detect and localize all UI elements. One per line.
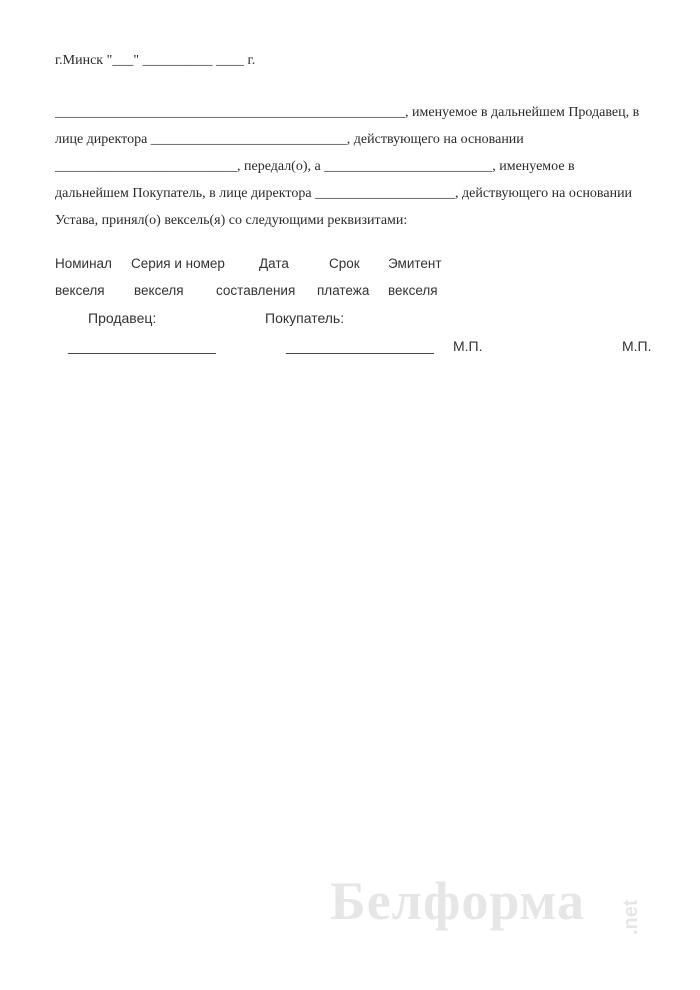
- header-term-top: Срок: [329, 256, 360, 271]
- header-issuer-bottom: векселя: [388, 283, 438, 298]
- stamp-label-left: М.П.: [453, 338, 483, 354]
- contract-text-line-3: __________________________, передал(о), а ________________________, именуемое в: [55, 159, 575, 174]
- buyer-label: Покупатель:: [265, 310, 345, 326]
- seller-label: Продавец:: [88, 310, 157, 326]
- contract-text-line-4: дальнейшем Покупатель, в лице директора ____________________, действующего на основании: [55, 186, 633, 201]
- watermark-logo: Белформа: [330, 871, 585, 931]
- contract-text-line-1: __________________________________________________, именуемое в дальнейшем Продавец, в: [55, 105, 640, 120]
- header-series-bottom: векселя: [134, 283, 184, 298]
- header-term-bottom: платежа: [317, 283, 370, 298]
- contract-text-line-5: Устава, принял(о) вексель(я) со следующими реквизитами:: [55, 213, 408, 228]
- city-date-line: г.Минск "___" __________ ____ г.: [55, 53, 256, 68]
- header-nominal-top: Номинал: [55, 256, 112, 271]
- stamp-label-right: М.П.: [622, 338, 652, 354]
- watermark-suffix: .net: [620, 899, 642, 935]
- header-issuer-top: Эмитент: [388, 256, 442, 271]
- contract-text-line-2: лице директора ____________________________, действующего на основании: [55, 132, 524, 147]
- seller-signature-line: ___________________: [68, 338, 216, 354]
- header-date-bottom: составления: [216, 283, 296, 298]
- header-date-top: Дата: [259, 256, 289, 271]
- header-series-top: Серия и номер: [131, 256, 225, 271]
- buyer-signature-line: ___________________: [286, 338, 434, 354]
- header-nominal-bottom: векселя: [55, 283, 105, 298]
